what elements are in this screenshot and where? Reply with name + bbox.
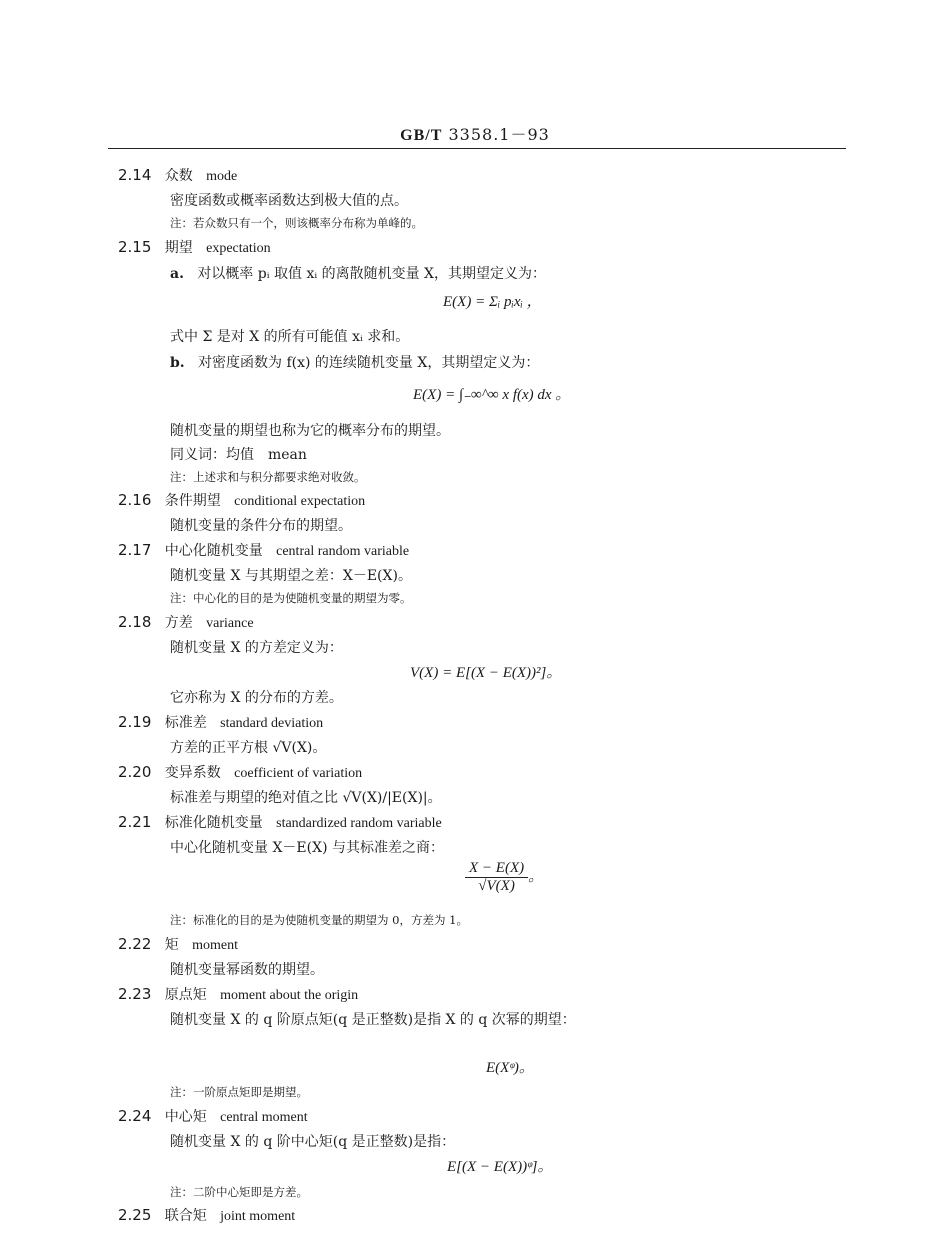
fraction-denominator: √V(X): [478, 878, 515, 894]
entry-2-15-heading: [118, 237, 271, 257]
entry-number: 2.25: [118, 1206, 152, 1224]
standardized-formula: [465, 860, 543, 895]
entry-term: 中心化随机变量: [164, 543, 263, 559]
variance-formula: V(X) = E[(X − E(X))²]。: [410, 665, 562, 681]
entry-2-18-definition: 随机变量 X 的方差定义为：: [170, 640, 343, 656]
entry-2-19-definition: 方差的正平方根 √V(X)。: [170, 740, 327, 756]
entry-2-18-text: 它亦称为 X 的分布的方差。: [170, 690, 343, 706]
entry-2-14-definition: 密度函数或概率函数达到极大值的点。: [170, 193, 408, 209]
entry-2-16-heading: [118, 490, 365, 510]
entry-term: 众数: [164, 168, 193, 184]
origin-moment-formula: E(Xᵠ)。: [486, 1060, 534, 1076]
entry-term: 方差: [164, 615, 193, 631]
fraction: [465, 860, 528, 895]
item-text: 对密度函数为 f(x) 的连续随机变量 X，其期望定义为：: [198, 355, 540, 371]
expectation-integral-formula: E(X) = ∫₋∞^∞ x f(x) dx 。: [413, 387, 571, 403]
entry-number: 2.15: [118, 238, 152, 256]
item-label: b.: [170, 355, 185, 371]
entry-term-en: expectation: [206, 241, 271, 256]
entry-number: 2.19: [118, 713, 152, 731]
entry-number: 2.21: [118, 813, 152, 831]
entry-2-15-text: 随机变量的期望也称为它的概率分布的期望。: [170, 423, 450, 439]
entry-2-18-heading: [118, 612, 254, 632]
entry-number: 2.14: [118, 166, 152, 184]
entry-2-14-heading: [118, 165, 237, 185]
entry-2-22-heading: [118, 934, 238, 954]
entry-term-en: moment: [192, 938, 239, 953]
entry-term: 标准差: [164, 715, 207, 731]
entry-term-en: central random variable: [276, 544, 410, 559]
entry-term: 矩: [164, 937, 179, 953]
entry-term: 期望: [164, 240, 193, 256]
entry-2-24-heading: [118, 1106, 308, 1126]
entry-number: 2.18: [118, 613, 152, 631]
entry-2-23-heading: [118, 984, 358, 1004]
entry-number: 2.23: [118, 985, 152, 1003]
entry-number: 2.16: [118, 491, 152, 509]
item-label: a.: [170, 266, 184, 282]
entry-2-15-sum-explanation: 式中 Σ 是对 X 的所有可能值 xᵢ 求和。: [170, 329, 410, 345]
entry-2-15-note: 注：上述求和与积分都要求绝对收敛。: [170, 470, 366, 484]
entry-term: 中心矩: [164, 1109, 207, 1125]
entry-2-21-note: 注：标准化的目的是为使随机变量的期望为 0，方差为 1。: [170, 913, 468, 927]
entry-term: 条件期望: [164, 493, 221, 509]
entry-term-en: coefficient of variation: [234, 766, 363, 781]
expectation-sum-formula: E(X) = Σᵢ pᵢxᵢ ，: [443, 294, 542, 310]
header-rule: [108, 148, 846, 149]
standard-code: 3358.1－93: [448, 125, 550, 144]
item-text: 对以概率 pᵢ 取值 xᵢ 的离散随机变量 X，其期望定义为：: [197, 266, 547, 282]
entry-2-21-heading: [118, 812, 442, 832]
entry-number: 2.17: [118, 541, 152, 559]
entry-2-14-note: 注：若众数只有一个，则该概率分布称为单峰的。: [170, 216, 423, 230]
entry-2-24-definition: 随机变量 X 的 q 阶中心矩(q 是正整数)是指：: [170, 1134, 456, 1150]
entry-number: 2.20: [118, 763, 152, 781]
entry-term-en: joint moment: [220, 1209, 296, 1224]
entry-term-en: conditional expectation: [234, 494, 366, 509]
entry-number: 2.22: [118, 935, 152, 953]
central-moment-formula: E[(X − E(X))ᵠ]。: [447, 1159, 553, 1175]
standard-prefix: GB/T: [400, 127, 443, 144]
entry-2-20-definition: 标准差与期望的绝对值之比 √V(X)/|E(X)|。: [170, 790, 442, 806]
entry-2-16-definition: 随机变量的条件分布的期望。: [170, 518, 352, 534]
entry-2-23-definition: 随机变量 X 的 q 阶原点矩(q 是正整数)是指 X 的 q 次幂的期望：: [170, 1012, 576, 1028]
entry-term: 标准化随机变量: [164, 815, 263, 831]
entry-term-en: variance: [206, 616, 254, 631]
entry-2-17-note: 注：中心化的目的是为使随机变量的期望为零。: [170, 591, 412, 605]
entry-term: 变异系数: [164, 765, 221, 781]
entry-term-en: standard deviation: [220, 716, 324, 731]
entry-number: 2.24: [118, 1107, 152, 1125]
fraction-numerator: X − E(X): [465, 860, 528, 878]
entry-2-22-definition: 随机变量幂函数的期望。: [170, 962, 324, 978]
entry-term: 联合矩: [164, 1208, 207, 1224]
entry-2-17-definition: 随机变量 X 与其期望之差：X－E(X)。: [170, 568, 412, 584]
entry-term-en: mode: [206, 169, 238, 184]
entry-2-23-note: 注：一阶原点矩即是期望。: [170, 1085, 308, 1099]
entry-term: 原点矩: [164, 987, 207, 1003]
entry-2-25-heading: [118, 1205, 295, 1225]
entry-2-17-heading: [118, 540, 409, 560]
entry-term-en: moment about the origin: [220, 988, 359, 1003]
entry-2-19-heading: [118, 712, 323, 732]
entry-2-21-definition: 中心化随机变量 X－E(X) 与其标准差之商：: [170, 840, 444, 856]
entry-term-en: central moment: [220, 1110, 308, 1125]
formula-period: 。: [528, 868, 544, 885]
entry-2-20-heading: [118, 762, 362, 782]
entry-2-15-item-b: [170, 352, 539, 372]
page-header: [0, 122, 950, 145]
entry-term-en: standardized random variable: [276, 816, 442, 831]
entry-2-24-note: 注：二阶中心矩即是方差。: [170, 1185, 308, 1199]
entry-2-15-synonym: 同义词：均值 mean: [170, 447, 307, 463]
entry-2-15-item-a: [170, 263, 546, 283]
